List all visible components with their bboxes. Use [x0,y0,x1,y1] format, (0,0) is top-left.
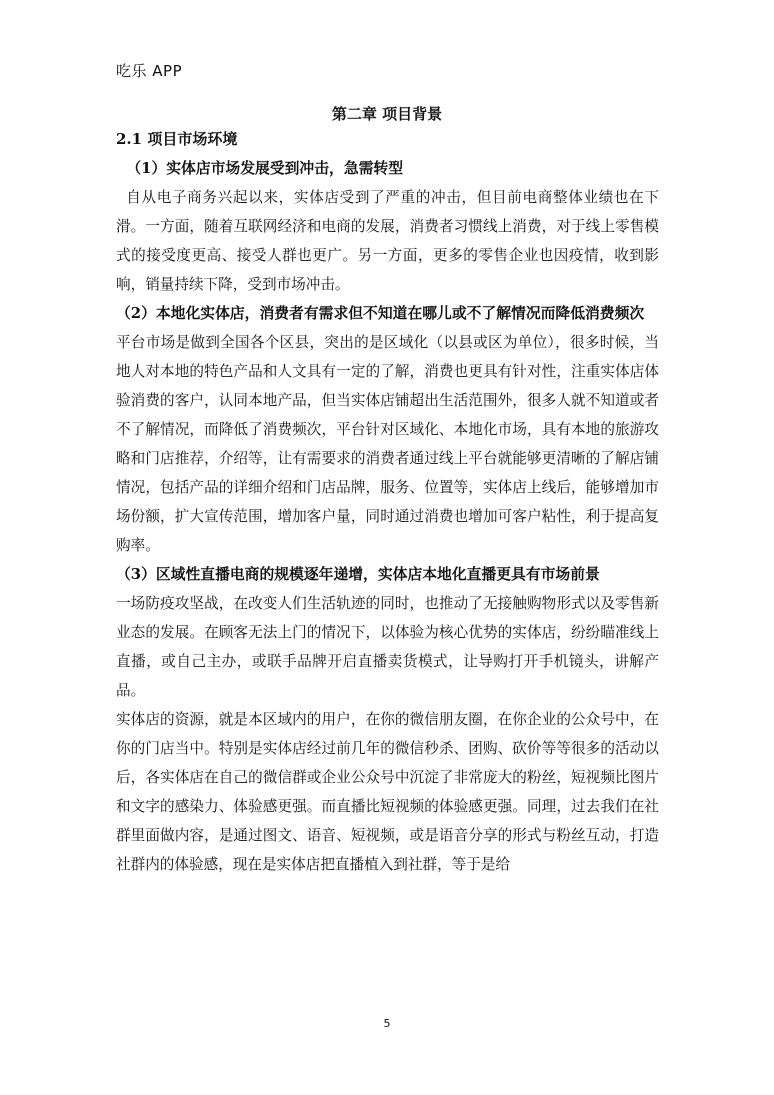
paragraph: 自从电子商务兴起以来，实体店受到了严重的冲击，但目前电商整体业绩也在下滑。一方面，随着互联网经济和电商的发展，消费者习惯线上消费，对于线上零售模式的接受度更高、接受人群也更广。另一方面，更多的零售企业也因疫情，收到影响，销量持续下降，受到市场冲击。 [116,189,659,293]
chapter-title: 第二章 项目背景 [331,105,443,123]
subsection-3 [116,560,659,879]
subsection-2 [116,299,659,560]
subsection-heading: （2）本地化实体店，消费者有需求但不知道在哪儿或不了解情况而降低消费频次 [116,305,645,322]
document-header: 吃乐 APP [116,62,183,80]
subsection-1 [116,154,659,299]
paragraph: 平台市场是做到全国各个区县，突出的是区域化（以县或区为单位），很多时候，当地人对本地的特色产品和人文具有一定的了解，消费也更具有针对性，注重实体店体验消费的客户，认同本地产品，但当实体店铺超出生活范围外，很多人就不知道或者不了解情况，而降低了消费频次，平台针对区域化、本地化市场，具有本地的旅游攻略和门店推荐，介绍等，让有需要求的消费者通过线上平台就能够更清晰的了解店铺情况，包括产品的详细介绍和门店品牌，服务、位置等，实体店上线后，能够增加市场份额，扩大宣传范围，增加客户量，同时通过消费也增加可客户粘性，利于提高复购率。 [116,334,659,554]
document-body [116,122,659,879]
subsection-heading: （1）实体店市场发展受到冲击，急需转型 [126,160,404,177]
paragraph: 实体店的资源，就是本区域内的用户，在你的微信朋友圈，在你企业的公众号中，在你的门店当中。特别是实体店经过前几年的微信秒杀、团购、砍价等等很多的活动以后，各实体店在自己的微信群或企业公众号中沉淀了非常庞大的粉丝，短视频比图片和文字的感染力、体验感更强。而直播比短视频的体验感更强。同理，过去我们在社群里面做内容，是通过图文、语音、短视频，或是语音分享的形式与粉丝互动，打造社群内的体验感，现在是实体店把直播植入到社群，等于是给 [116,711,659,873]
paragraph: 一场防疫攻坚战，在改变人们生活轨迹的同时，也推动了无接触购物形式以及零售新业态的发展。在顾客无法上门的情况下，以体验为核心优势的实体店，纷纷瞄准线上直播，或自己主办，或联手品牌开启直播卖货模式，让导购打开手机镜头，讲解产品。 [116,595,659,699]
page-number: 5 [383,1017,391,1030]
subsection-heading: （3）区域性直播电商的规模逐年递增，实体店本地化直播更具有市场前景 [116,566,600,583]
section-heading: 2.1 项目市场环境 [116,130,238,148]
